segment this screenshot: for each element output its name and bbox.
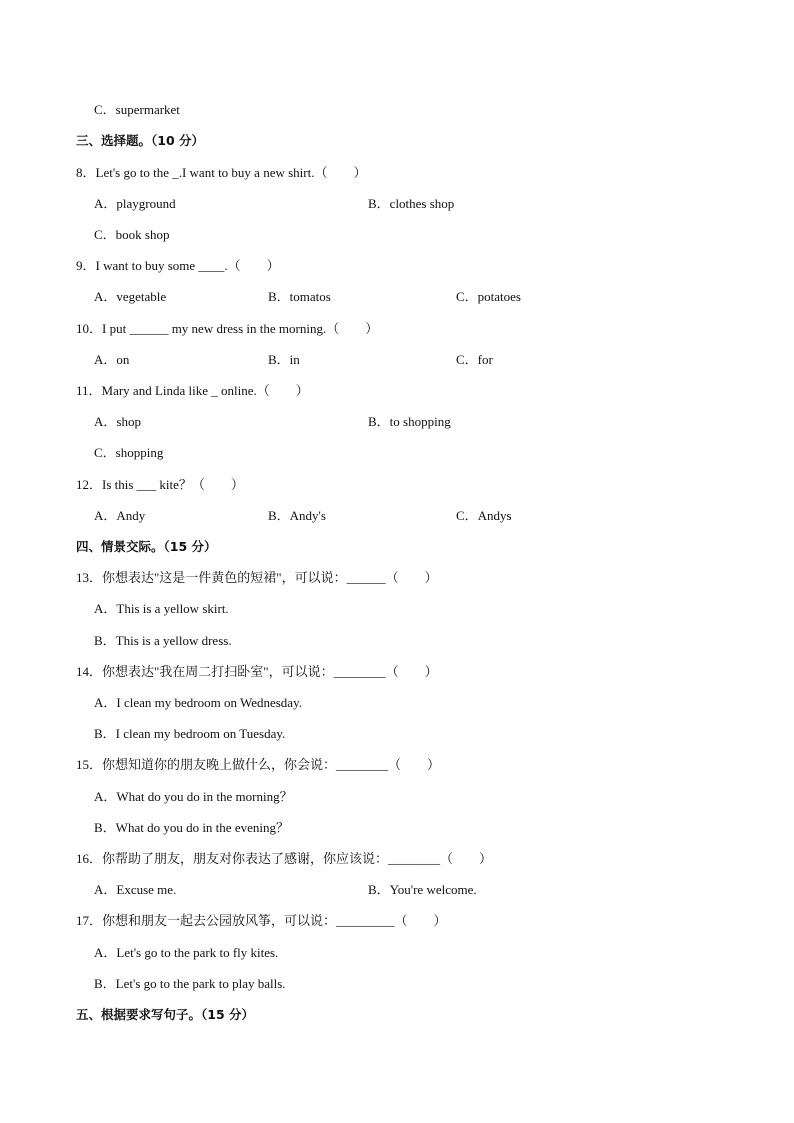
- q9-option-b: B．tomatos: [268, 289, 331, 304]
- q14-option-b: B．I clean my bedroom on Tuesday.: [94, 726, 286, 741]
- q9-option-a: A．vegetable: [94, 289, 167, 304]
- q7-option-c: C．supermarket: [94, 102, 180, 117]
- q12-option-b: B．Andy's: [268, 508, 326, 523]
- q10-option-c: C．for: [456, 352, 493, 367]
- q12-option-c: C．Andys: [456, 508, 512, 523]
- q14-option-a: A．I clean my bedroom on Wednesday.: [94, 695, 302, 710]
- q15-option-b: B．What do you do in the evening？: [94, 820, 289, 835]
- q10-option-b: B．in: [268, 352, 300, 367]
- q13-option-a: A．This is a yellow skirt.: [94, 601, 229, 616]
- q8-option-c: C．book shop: [94, 227, 170, 242]
- q16-option-b: B．You're welcome.: [368, 882, 477, 897]
- q13-option-b: B．This is a yellow dress.: [94, 633, 232, 648]
- q14-stem: 14．你想表达"我在周二打扫卧室"，可以说：________（ ）: [76, 664, 438, 679]
- q9-stem: 9．I want to buy some ____.（ ）: [76, 258, 280, 273]
- q16-option-a: A．Excuse me.: [94, 882, 177, 897]
- q12-stem: 12．Is this ___ kite？（ ）: [76, 477, 244, 492]
- q11-stem: 11．Mary and Linda like _ online.（ ）: [76, 383, 309, 398]
- q9-option-c: C．potatoes: [456, 289, 521, 304]
- q11-option-c: C．shopping: [94, 445, 164, 460]
- q10-option-a: A．on: [94, 352, 130, 367]
- q17-option-b: B．Let's go to the park to play balls.: [94, 976, 286, 991]
- q13-stem: 13．你想表达"这是一件黄色的短裙"，可以说：______（ ）: [76, 570, 438, 585]
- q8-stem: 8．Let's go to the _.I want to buy a new shirt.（ ）: [76, 165, 367, 180]
- q11-option-b: B．to shopping: [368, 414, 451, 429]
- q11-option-a: A．shop: [94, 414, 141, 429]
- q8-option-b: B．clothes shop: [368, 196, 455, 211]
- section-3-heading: 三、选择题。（10 分）: [76, 133, 204, 148]
- q8-option-a: A．playground: [94, 196, 176, 211]
- section-5-heading: 五、根据要求写句子。（15 分）: [76, 1007, 254, 1022]
- q15-stem: 15．你想知道你的朋友晚上做什么，你会说：________（ ）: [76, 757, 441, 772]
- section-4-heading: 四、情景交际。（15 分）: [76, 539, 217, 554]
- q12-option-a: A．Andy: [94, 508, 146, 523]
- q17-stem: 17．你想和朋友一起去公园放风筝，可以说：_________（ ）: [76, 913, 447, 928]
- q10-stem: 10．I put ______ my new dress in the morning.（ ）: [76, 321, 379, 336]
- q15-option-a: A．What do you do in the morning？: [94, 789, 293, 804]
- q17-option-a: A．Let's go to the park to fly kites.: [94, 945, 279, 960]
- q16-stem: 16．你帮助了朋友，朋友对你表达了感谢，你应该说：________（ ）: [76, 851, 493, 866]
